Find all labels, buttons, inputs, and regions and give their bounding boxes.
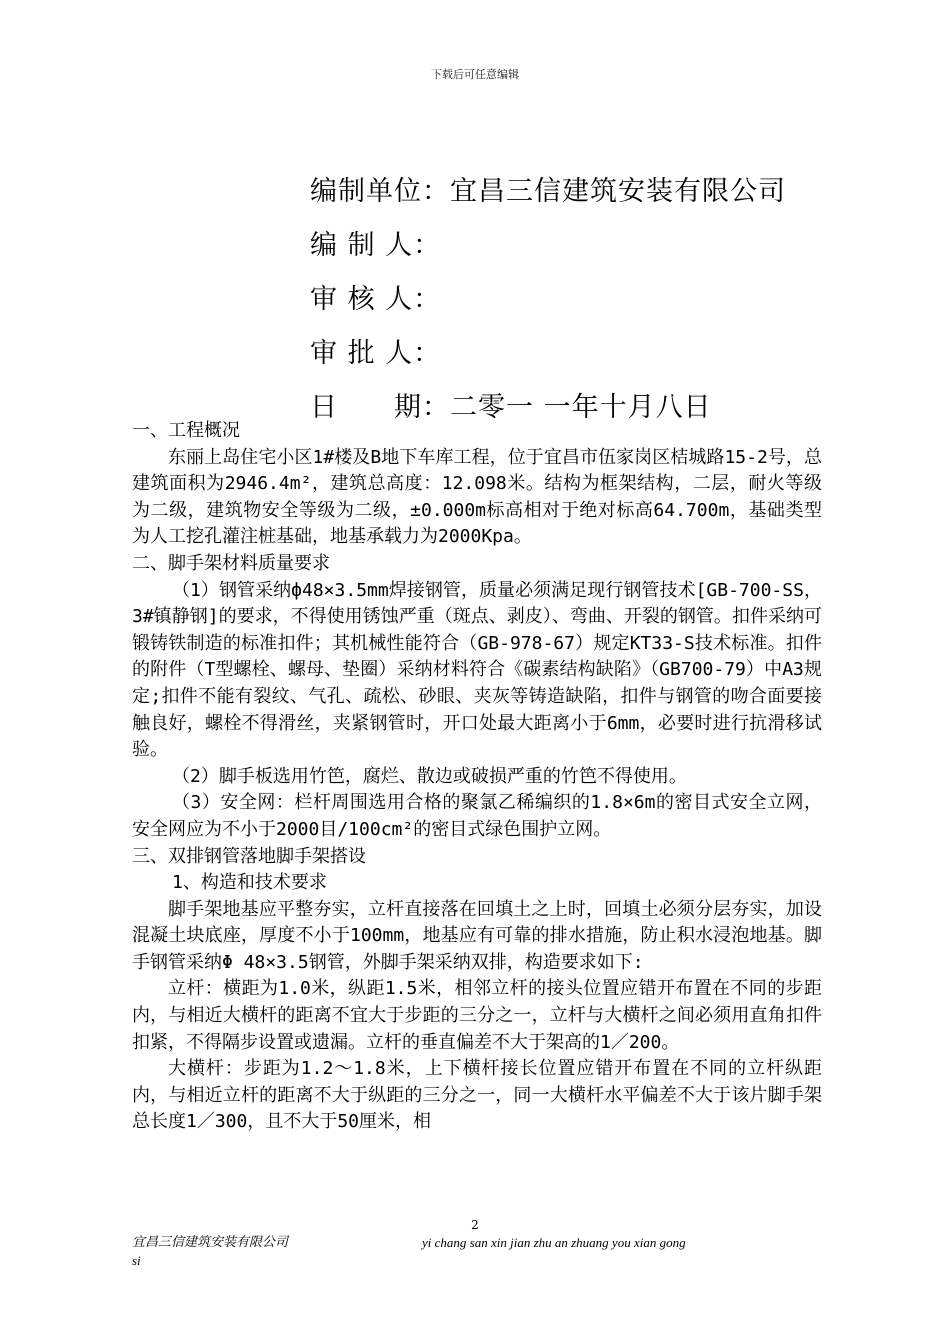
section-heading: 三、双排钢管落地脚手架搭设 [132,845,366,867]
cover-info-block [310,172,786,442]
meta-line-unit [310,172,786,226]
meta-label: 日 期： [310,392,450,423]
paragraph: （3）安全网：栏杆周围选用合格的聚氯乙稀编织的1.8×6m的密目式安全立网，安全网应为不小于2000目/100cm²的密目式绿色围护立网。 [132,792,822,840]
footer-pinyin: yi chang san xin jian zhu an zhuang you xian gong [422,1235,686,1250]
meta-value: 宜昌三信建筑安装有限公司 [450,176,786,207]
body-content [132,418,822,1136]
meta-label: 审 核 人： [310,284,442,315]
meta-value: 二零一 一年十月八日 [450,392,712,423]
paragraph: 大横杆：步距为1.2～1.8米，上下横杆接长位置应错开布置在不同的立杆纵距内，与相近立杆的距离不大于纵距的三分之一，同一大横杆水平偏差不大于该片脚手架总长度1／300，且不大于50厘米，相 [132,1058,822,1133]
meta-line-author [310,226,786,280]
page-number: 2 [471,1218,479,1232]
footer-pinyin-wrap: si [132,1253,141,1268]
paragraph: 立杆：横距为1.0米，纵距1.5米，相邻立杆的接头位置应错开布置在不同的步距内，与相近大横杆的距离不宜大于步距的三分之一，立杆与大横杆之间必须用直角扣件扣紧，不得隔步设置或遗漏。立杆的垂直偏差不大于架高的1／200。 [132,978,822,1053]
top-header: 下载后可任意编辑 [431,68,519,81]
footer-company: 宜昌三信建筑安装有限公司 [132,1235,289,1250]
meta-label: 审 批 人： [310,338,442,369]
meta-label: 编制单位： [310,176,450,207]
section-heading: 一、工程概况 [132,420,240,441]
section-heading: 二、脚手架材料质量要求 [132,552,330,574]
subsection-heading: 1、构造和技术要求 [172,872,327,894]
paragraph: （1）钢管采纳ф48×3.5mm焊接钢管，质量必须满足现行钢管技术[GB-700-SS，3#镇静钢]的要求，不得使用锈蚀严重（斑点、剥皮）、弯曲、开裂的钢管。扣件采纳可锻铸铁制造的标准扣件；其机械性能符合（GB-978-67）规定KT33-S技术标准。扣件的附件（T型螺栓、螺母、垫圈）采纳材料符合《碳素结构缺陷》（GB700-79）中A3规定;扣件不能有裂纹、气孔、疏松、砂眼、夹灰等铸造缺陷，扣件与钢管的吻合面要接触良好，螺栓不得滑丝，夹紧钢管时，开口处最大距离小于6mm，必要时进行抗滑移试验。 [132,579,822,761]
paragraph: （2）脚手板选用竹笆，腐烂、散边或破损严重的竹笆不得使用。 [172,765,687,787]
meta-line-approver [310,334,786,388]
meta-label: 编 制 人： [310,230,442,261]
meta-line-reviewer [310,280,786,334]
paragraph: 脚手架地基应平整夯实，立杆直接落在回填土之上时，回填土必须分层夯实，加设混凝土块底座，厚度不小于100mm，地基应有可靠的排水措施，防止积水浸泡地基。脚手钢管采纳Φ 48×3.5钢管，外脚手架采纳双排，构造要求如下: [132,898,822,973]
paragraph: 东丽上岛住宅小区1#楼及B地下车库工程，位于宜昌市伍家岗区桔城路15-2号，总建筑面积为2946.4m²，建筑总高度：12.098米。结构为框架结构，二层，耐火等级为二级，建筑物安全等级为二级，±0.000m标高相对于绝对标高64.700m，基础类型为人工挖孔灌注桩基础，地基承载力为2000Kpa。 [132,446,822,548]
